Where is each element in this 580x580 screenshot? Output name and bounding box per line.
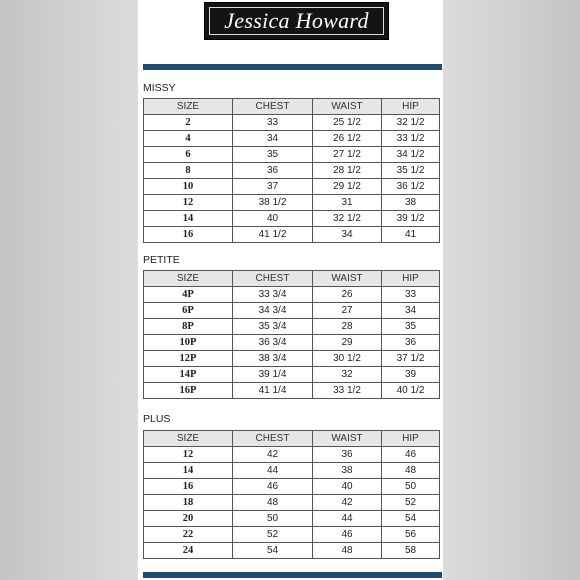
cell-hip: 50 (382, 479, 440, 495)
brand-logo (204, 2, 389, 40)
cell-waist: 34 (313, 227, 382, 243)
cell-hip: 36 1/2 (382, 179, 440, 195)
column-header-chest: CHEST (233, 271, 313, 287)
cell-waist: 46 (313, 527, 382, 543)
table-row (144, 351, 440, 367)
table-header-row (144, 99, 440, 115)
cell-hip: 39 1/2 (382, 211, 440, 227)
cell-chest: 52 (233, 527, 313, 543)
cell-chest: 41 1/4 (233, 383, 313, 399)
cell-waist: 28 1/2 (313, 163, 382, 179)
table-row (144, 319, 440, 335)
table-row (144, 303, 440, 319)
table-row (144, 447, 440, 463)
cell-chest: 41 1/2 (233, 227, 313, 243)
cell-size: 4P (144, 287, 233, 303)
cell-chest: 38 1/2 (233, 195, 313, 211)
cell-hip: 39 (382, 367, 440, 383)
cell-chest: 40 (233, 211, 313, 227)
column-header-hip: HIP (382, 431, 440, 447)
cell-chest: 33 (233, 115, 313, 131)
cell-chest: 36 3/4 (233, 335, 313, 351)
cell-size: 12 (144, 447, 233, 463)
table-row (144, 511, 440, 527)
cell-chest: 34 (233, 131, 313, 147)
cell-size: 10P (144, 335, 233, 351)
top-divider-bar (143, 64, 442, 70)
cell-chest: 39 1/4 (233, 367, 313, 383)
brand-name: Jessica Howard (209, 7, 384, 35)
cell-waist: 30 1/2 (313, 351, 382, 367)
left-background (0, 0, 138, 580)
column-header-waist: WAIST (313, 271, 382, 287)
cell-waist: 48 (313, 543, 382, 559)
cell-chest: 46 (233, 479, 313, 495)
column-header-chest: CHEST (233, 99, 313, 115)
cell-hip: 34 1/2 (382, 147, 440, 163)
table-header-row (144, 431, 440, 447)
cell-chest: 35 3/4 (233, 319, 313, 335)
cell-size: 24 (144, 543, 233, 559)
table-row (144, 179, 440, 195)
cell-size: 6 (144, 147, 233, 163)
cell-hip: 56 (382, 527, 440, 543)
table-row (144, 287, 440, 303)
cell-hip: 35 1/2 (382, 163, 440, 179)
cell-chest: 37 (233, 179, 313, 195)
cell-waist: 27 1/2 (313, 147, 382, 163)
cell-chest: 42 (233, 447, 313, 463)
cell-hip: 34 (382, 303, 440, 319)
table-row (144, 479, 440, 495)
cell-waist: 31 (313, 195, 382, 211)
cell-waist: 36 (313, 447, 382, 463)
cell-size: 10 (144, 179, 233, 195)
table-row (144, 335, 440, 351)
size-table-missy (143, 98, 440, 243)
cell-waist: 32 (313, 367, 382, 383)
cell-waist: 33 1/2 (313, 383, 382, 399)
table-row (144, 543, 440, 559)
column-header-hip: HIP (382, 271, 440, 287)
cell-size: 8 (144, 163, 233, 179)
cell-chest: 48 (233, 495, 313, 511)
cell-waist: 32 1/2 (313, 211, 382, 227)
column-header-size: SIZE (144, 271, 233, 287)
cell-chest: 44 (233, 463, 313, 479)
cell-size: 12 (144, 195, 233, 211)
section-label-plus: PLUS (143, 413, 171, 425)
cell-hip: 58 (382, 543, 440, 559)
cell-waist: 29 (313, 335, 382, 351)
cell-size: 2 (144, 115, 233, 131)
cell-size: 16P (144, 383, 233, 399)
cell-size: 4 (144, 131, 233, 147)
section-label-missy: MISSY (143, 82, 176, 94)
size-table-plus (143, 430, 440, 559)
cell-waist: 42 (313, 495, 382, 511)
cell-hip: 37 1/2 (382, 351, 440, 367)
table-header-row (144, 271, 440, 287)
cell-waist: 29 1/2 (313, 179, 382, 195)
cell-waist: 28 (313, 319, 382, 335)
column-header-waist: WAIST (313, 99, 382, 115)
cell-size: 14P (144, 367, 233, 383)
table-row (144, 383, 440, 399)
cell-hip: 46 (382, 447, 440, 463)
cell-hip: 38 (382, 195, 440, 211)
table-row (144, 115, 440, 131)
cell-hip: 54 (382, 511, 440, 527)
cell-hip: 36 (382, 335, 440, 351)
cell-size: 20 (144, 511, 233, 527)
cell-size: 18 (144, 495, 233, 511)
right-background (442, 0, 580, 580)
cell-chest: 54 (233, 543, 313, 559)
table-row (144, 195, 440, 211)
table-row (144, 227, 440, 243)
cell-hip: 52 (382, 495, 440, 511)
cell-chest: 38 3/4 (233, 351, 313, 367)
cell-hip: 41 (382, 227, 440, 243)
cell-hip: 32 1/2 (382, 115, 440, 131)
table-row (144, 131, 440, 147)
cell-waist: 25 1/2 (313, 115, 382, 131)
cell-size: 12P (144, 351, 233, 367)
column-header-size: SIZE (144, 431, 233, 447)
size-chart-sheet (138, 0, 443, 580)
size-table-petite (143, 270, 440, 399)
cell-chest: 35 (233, 147, 313, 163)
column-header-size: SIZE (144, 99, 233, 115)
column-header-chest: CHEST (233, 431, 313, 447)
cell-waist: 26 1/2 (313, 131, 382, 147)
table-row (144, 495, 440, 511)
cell-hip: 33 1/2 (382, 131, 440, 147)
cell-size: 6P (144, 303, 233, 319)
cell-hip: 40 1/2 (382, 383, 440, 399)
cell-waist: 38 (313, 463, 382, 479)
table-row (144, 527, 440, 543)
table-row (144, 147, 440, 163)
cell-hip: 35 (382, 319, 440, 335)
cell-hip: 48 (382, 463, 440, 479)
column-header-hip: HIP (382, 99, 440, 115)
cell-waist: 44 (313, 511, 382, 527)
cell-size: 14 (144, 463, 233, 479)
cell-chest: 36 (233, 163, 313, 179)
bottom-divider-bar (143, 572, 442, 578)
table-row (144, 463, 440, 479)
table-row (144, 211, 440, 227)
cell-size: 14 (144, 211, 233, 227)
cell-size: 16 (144, 479, 233, 495)
table-row (144, 163, 440, 179)
cell-waist: 27 (313, 303, 382, 319)
cell-waist: 40 (313, 479, 382, 495)
cell-size: 16 (144, 227, 233, 243)
cell-size: 8P (144, 319, 233, 335)
cell-chest: 33 3/4 (233, 287, 313, 303)
cell-waist: 26 (313, 287, 382, 303)
section-label-petite: PETITE (143, 254, 180, 266)
column-header-waist: WAIST (313, 431, 382, 447)
cell-chest: 50 (233, 511, 313, 527)
table-row (144, 367, 440, 383)
cell-hip: 33 (382, 287, 440, 303)
cell-chest: 34 3/4 (233, 303, 313, 319)
cell-size: 22 (144, 527, 233, 543)
